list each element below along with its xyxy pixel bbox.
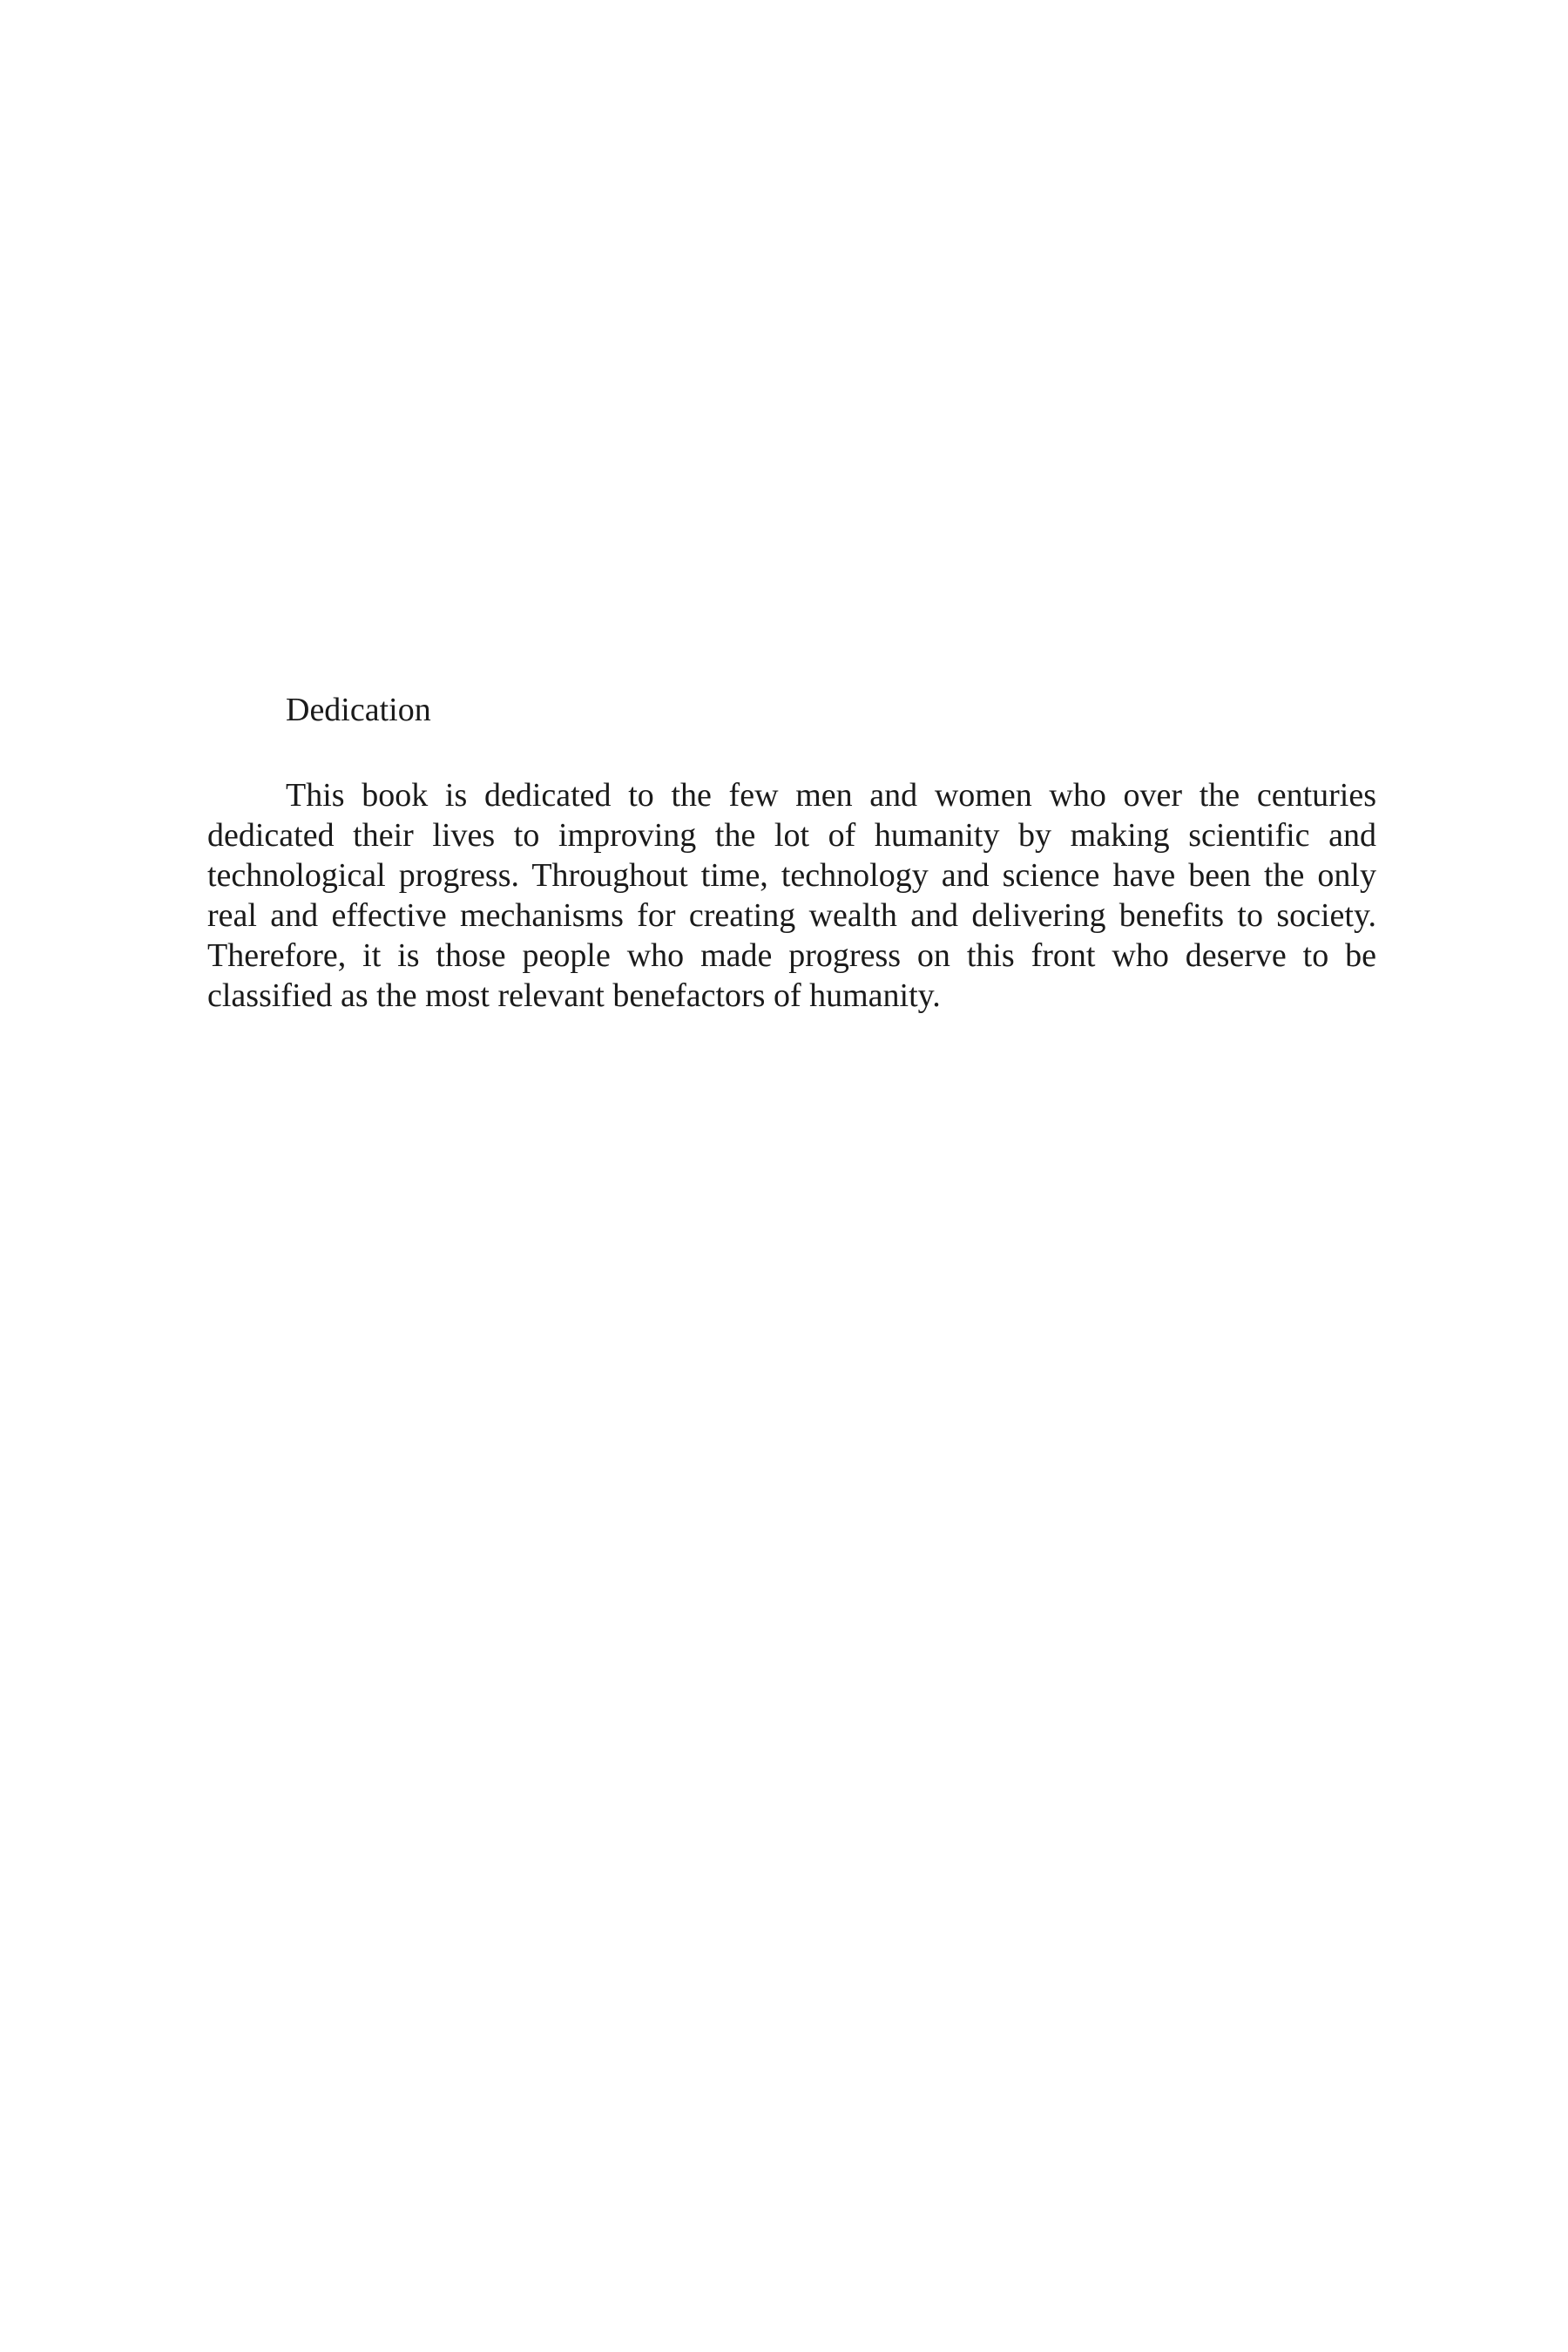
dedication-paragraph: This book is dedicated to the few men and women who over the centuries dedicated their lives to improving the lot of humanity by making scientific and technological progress. Throughout time, technology and science have been the only real and effective mechanisms for creating wealth and delivering benefits to society. Therefore, it is those people who made progress on this front who deserve to be classified as the most relevant benefactors of humanity.	[207, 777, 1376, 1014]
dedication-section	[207, 688, 1376, 1016]
dedication-heading: Dedication	[286, 692, 431, 728]
